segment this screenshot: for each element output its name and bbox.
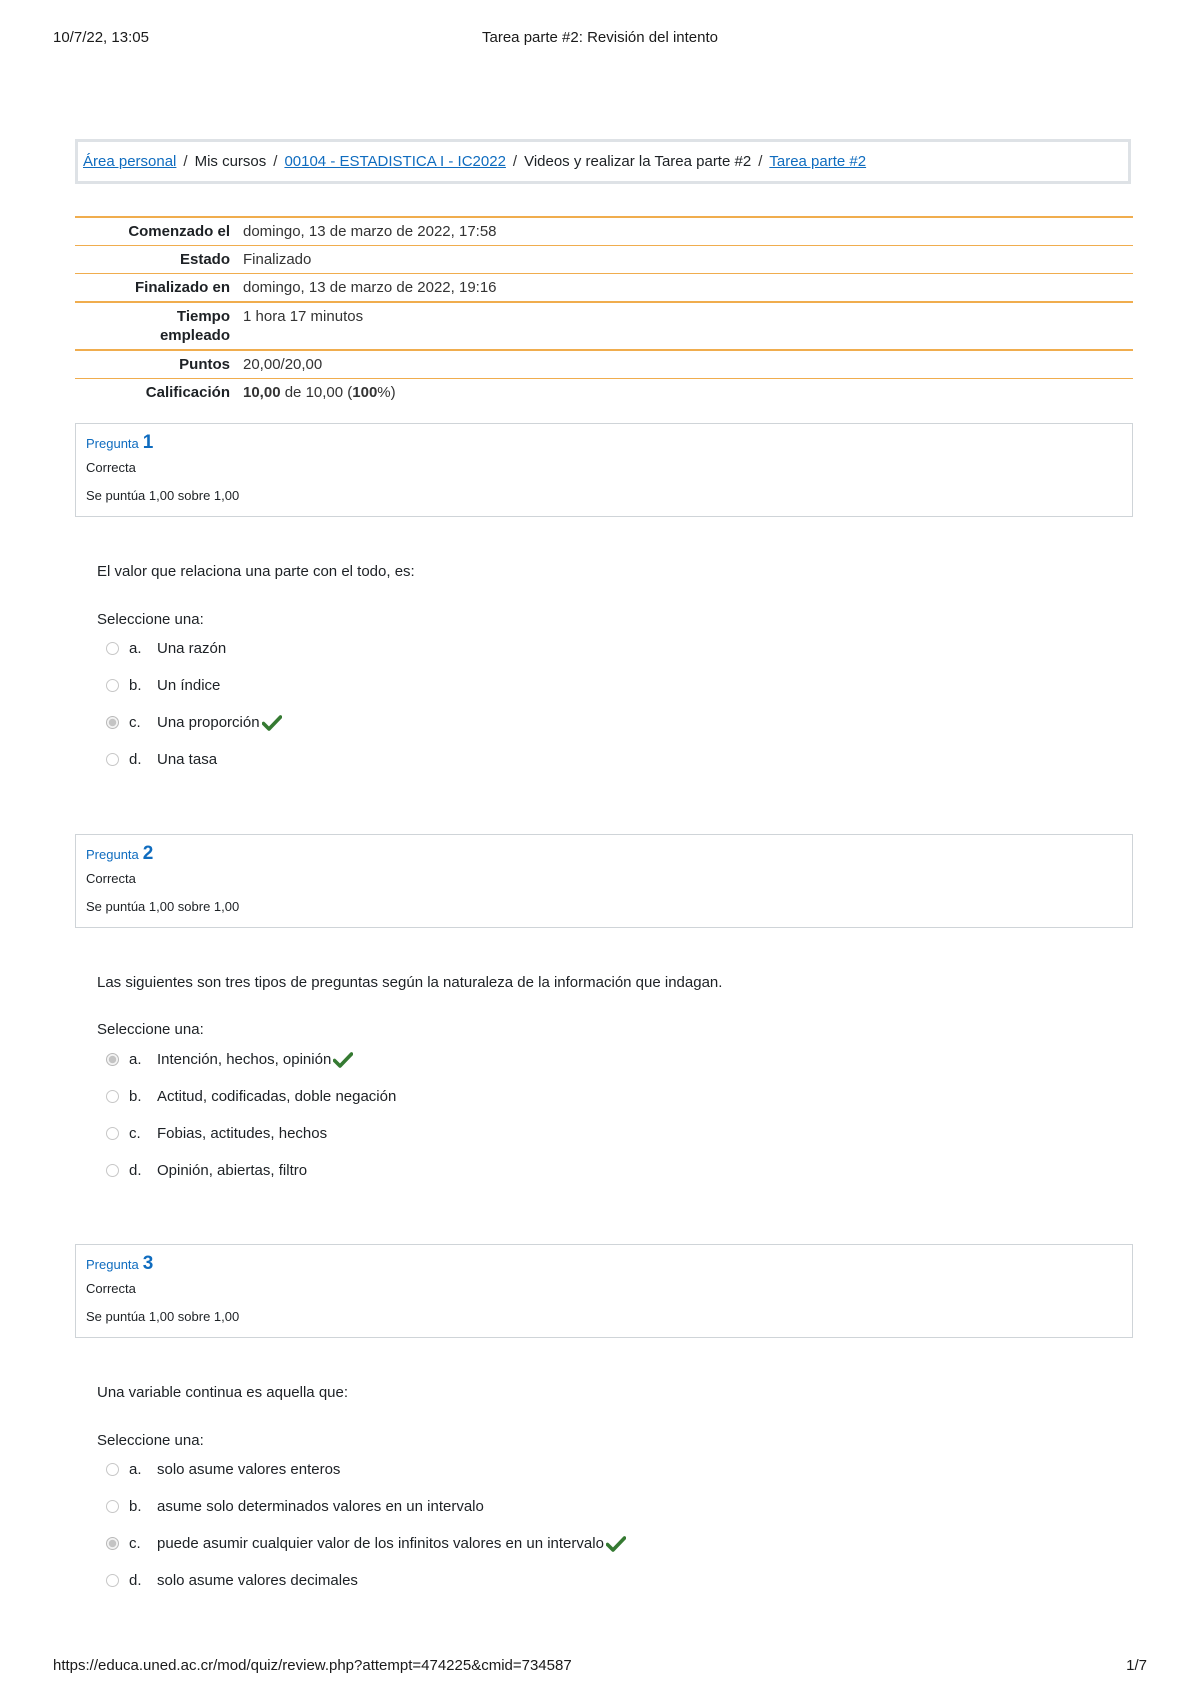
option-text: Fobias, actitudes, hechos <box>157 1125 328 1142</box>
answer-option[interactable] <box>106 741 282 778</box>
option-letter: a. <box>129 1461 142 1478</box>
summary-value: Finalizado <box>243 251 312 268</box>
radio-button[interactable] <box>106 1090 119 1103</box>
breadcrumb-item-mis-cursos: Mis cursos <box>194 153 267 170</box>
print-date: 10/7/22, 13:05 <box>53 29 149 46</box>
print-header <box>53 29 1147 49</box>
check-icon <box>262 715 282 731</box>
option-letter: a. <box>129 1051 142 1068</box>
answer-option[interactable] <box>106 1115 396 1152</box>
option-text: Actitud, codificadas, doble negación <box>157 1088 397 1105</box>
summary-row-state <box>75 246 1133 274</box>
answer-options <box>106 630 282 778</box>
summary-label: Finalizado en <box>134 279 230 296</box>
question-state: Correcta <box>86 1281 136 1296</box>
breadcrumb-link-area-personal[interactable]: Área personal <box>83 153 177 170</box>
question-label: Pregunta <box>86 847 139 862</box>
question-grade: Se puntúa 1,00 sobre 1,00 <box>86 488 240 503</box>
answer-prompt: Seleccione una: <box>97 1021 204 1038</box>
question-info-1 <box>75 423 1133 517</box>
answer-option[interactable] <box>106 667 282 704</box>
grade-score: 10,00 <box>243 384 281 401</box>
answer-options <box>106 1451 626 1599</box>
summary-label: Calificación <box>145 384 230 401</box>
answer-option-selected[interactable] <box>106 1525 626 1562</box>
radio-button[interactable] <box>106 1500 119 1513</box>
radio-button[interactable] <box>106 1164 119 1177</box>
question-number-value: 2 <box>142 843 154 864</box>
breadcrumb-item-section: Videos y realizar la Tarea parte #2 <box>524 153 752 170</box>
question-label: Pregunta <box>86 1257 139 1272</box>
answer-option[interactable] <box>106 630 282 667</box>
answer-prompt: Seleccione una: <box>97 611 204 628</box>
option-text: asume solo determinados valores en un intervalo <box>157 1498 484 1515</box>
answer-option[interactable] <box>106 1451 626 1488</box>
question-info-3 <box>75 1244 1133 1338</box>
grade-max: de 10,00 ( <box>280 384 353 401</box>
question-info-2 <box>75 834 1133 928</box>
summary-value: 20,00/20,00 <box>243 356 323 373</box>
answer-option[interactable] <box>106 1078 396 1115</box>
summary-row-started <box>75 217 1133 246</box>
option-text: solo asume valores enteros <box>157 1461 341 1478</box>
question-state: Correcta <box>86 460 136 475</box>
answer-options <box>106 1041 396 1189</box>
breadcrumb-link-course[interactable]: 00104 - ESTADISTICA I - IC2022 <box>284 153 506 170</box>
answer-option[interactable] <box>106 1152 396 1189</box>
radio-button[interactable] <box>106 753 119 766</box>
question-grade: Se puntúa 1,00 sobre 1,00 <box>86 1309 240 1324</box>
summary-value: domingo, 13 de marzo de 2022, 19:16 <box>243 279 497 296</box>
option-text: Una tasa <box>157 751 218 768</box>
answer-option-selected[interactable] <box>106 1041 396 1078</box>
question-state: Correcta <box>86 871 136 886</box>
breadcrumb-link-quiz[interactable]: Tarea parte #2 <box>769 153 867 170</box>
option-text: Opinión, abiertas, filtro <box>157 1162 308 1179</box>
answer-option[interactable] <box>106 1562 626 1599</box>
option-letter: d. <box>129 751 142 768</box>
check-icon <box>606 1536 626 1552</box>
option-text: solo asume valores decimales <box>157 1572 358 1589</box>
option-letter: d. <box>129 1162 142 1179</box>
summary-label: Comenzado el <box>128 223 230 240</box>
radio-button-selected[interactable] <box>106 1537 119 1550</box>
summary-value: domingo, 13 de marzo de 2022, 17:58 <box>243 223 497 240</box>
radio-button[interactable] <box>106 1127 119 1140</box>
option-letter: d. <box>129 1572 142 1589</box>
option-text: Una razón <box>157 640 227 657</box>
radio-button[interactable] <box>106 1574 119 1587</box>
summary-label <box>75 302 238 350</box>
print-footer <box>53 1657 1147 1677</box>
radio-button-selected[interactable] <box>106 716 119 729</box>
breadcrumb-separator: / <box>273 153 278 170</box>
option-text: Intención, hechos, opinión <box>157 1051 332 1068</box>
breadcrumb-separator: / <box>183 153 188 170</box>
option-letter: c. <box>129 1535 141 1552</box>
attempt-summary-table <box>75 216 1133 406</box>
page-number: 1/7 <box>1126 1657 1147 1674</box>
summary-value <box>238 379 1133 407</box>
summary-row-time <box>75 302 1133 350</box>
option-letter: b. <box>129 1498 142 1515</box>
option-letter: b. <box>129 1088 142 1105</box>
summary-label: Estado <box>179 251 230 268</box>
grade-percent: 100 <box>352 384 378 401</box>
breadcrumb-separator: / <box>512 153 518 170</box>
question-number <box>86 1253 1132 1275</box>
radio-button[interactable] <box>106 679 119 692</box>
question-number <box>86 432 1132 454</box>
print-url: https://educa.uned.ac.cr/mod/quiz/review.php?attempt=474225&cmid=734587 <box>53 1657 572 1674</box>
question-number <box>86 843 1132 865</box>
question-text: Una variable continua es aquella que: <box>97 1384 349 1401</box>
answer-option-selected[interactable] <box>106 704 282 741</box>
option-letter: a. <box>129 640 142 657</box>
option-text: puede asumir cualquier valor de los infinitos valores en un intervalo <box>157 1535 604 1552</box>
check-icon <box>333 1052 353 1068</box>
radio-button[interactable] <box>106 1463 119 1476</box>
breadcrumb-separator: / <box>758 153 763 170</box>
summary-value: 1 hora 17 minutos <box>243 308 364 325</box>
answer-option[interactable] <box>106 1488 626 1525</box>
question-text: El valor que relaciona una parte con el todo, es: <box>97 563 415 580</box>
option-letter: b. <box>129 677 142 694</box>
question-grade: Se puntúa 1,00 sobre 1,00 <box>86 899 240 914</box>
summary-label-line: Tiempo <box>176 308 230 325</box>
option-text: Una proporción <box>157 714 260 731</box>
option-letter: c. <box>129 714 141 731</box>
answer-prompt: Seleccione una: <box>97 1432 204 1449</box>
summary-row-points <box>75 350 1133 379</box>
option-letter: c. <box>129 1125 141 1142</box>
question-text: Las siguientes son tres tipos de preguntas según la naturaleza de la información que indagan. <box>97 974 723 991</box>
summary-row-grade <box>75 379 1133 407</box>
summary-label-line: empleado <box>159 327 230 344</box>
option-text: Un índice <box>157 677 221 694</box>
question-number-value: 3 <box>142 1253 154 1274</box>
breadcrumb <box>75 139 1131 184</box>
print-title: Tarea parte #2: Revisión del intento <box>482 29 718 46</box>
question-number-value: 1 <box>142 432 154 453</box>
radio-button-selected[interactable] <box>106 1053 119 1066</box>
summary-row-finished <box>75 274 1133 303</box>
summary-label: Puntos <box>179 356 230 373</box>
question-label: Pregunta <box>86 436 139 451</box>
radio-button[interactable] <box>106 642 119 655</box>
grade-suffix: %) <box>377 384 396 401</box>
